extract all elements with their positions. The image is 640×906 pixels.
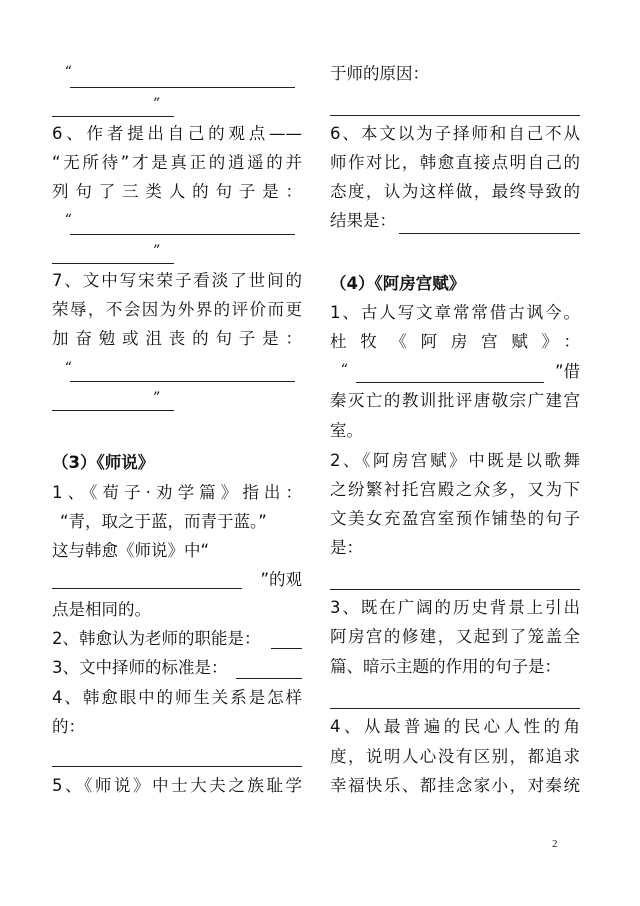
answer-blank[interactable] [52, 263, 174, 264]
section-4-q4-line: 幸福快乐、都挂念家小，对秦统 [330, 776, 580, 795]
section-3-q4-line: 4、韩愈眼中的师生关系是怎样 [52, 688, 302, 707]
answer-blank[interactable] [70, 381, 295, 382]
answer-blank[interactable] [52, 588, 242, 589]
answer-blank[interactable] [52, 410, 174, 411]
answer-blank[interactable] [356, 382, 544, 383]
open-quote: “ [340, 362, 348, 378]
section-4-q1-cont: 秦灭亡的教训批评唐敬宗广建宫 [330, 391, 580, 410]
open-quote: “ [64, 360, 72, 376]
q6-line: 师作对比，韩愈直接点明自己的 [330, 153, 580, 172]
section-3-q1-after-blank: ”的观 [260, 570, 302, 589]
section-3-q5: 5、《师说》中士大夫之族耻学 [52, 776, 302, 795]
answer-blank[interactable] [271, 648, 302, 649]
answer-blank[interactable] [52, 766, 302, 767]
section-4-q4-line: 度，说明人心没有区别，都追求 [330, 747, 580, 766]
section-4-q2-line: 之纷繁衬托宫殿之众多，又为下 [330, 480, 580, 499]
section-3-q2: 2、韩愈认为老师的职能是： [52, 629, 261, 648]
section-4-q1-after-blank: ”借 [554, 362, 580, 381]
answer-blank[interactable] [52, 116, 174, 117]
question-6-line: 6、作者提出自己的观点—— [52, 124, 302, 143]
question-7-line: 荣辱，不会因为外界的评价而更 [52, 300, 302, 319]
section-4-heading: （4）《阿房宫赋》 [330, 274, 466, 293]
section-3-q1-end: 点是相同的。 [52, 600, 151, 619]
section-4-q4-line: 4、从最普遍的民心人性的角 [330, 717, 580, 736]
section-3-q1-line: 这与韩愈《师说》中“ [52, 541, 210, 560]
question-7-line: 7、文中写宋荣子看淡了世间的 [52, 271, 302, 290]
answer-blank[interactable] [70, 87, 295, 88]
section-4-q1-cont: 室。 [330, 421, 363, 440]
q6-line: 6、本文以为子择师和自己不从 [330, 124, 580, 143]
section-4-q1-line: 杜牧《阿房宫赋》： [330, 332, 580, 351]
answer-blank[interactable] [330, 115, 580, 116]
section-3-heading: （3）《师说》 [52, 453, 155, 472]
page-number: 2 [552, 838, 558, 850]
section-3-q3: 3、文中择师的标准是： [52, 658, 228, 677]
section-4-q3-line: 3、既在广阔的历史背景上引出 [330, 598, 580, 617]
answer-blank[interactable] [330, 708, 580, 709]
close-quote: ” [152, 390, 160, 406]
question-7-line: 加奋勉或沮丧的句子是： [52, 329, 302, 348]
section-4-q2-line: 2、《阿房宫赋》中既是以歌舞 [330, 451, 580, 470]
q6-line: 结果是： [330, 211, 396, 230]
section-4-q2-line: 是： [330, 538, 363, 557]
answer-blank[interactable] [236, 678, 302, 679]
section-3-q1-line: “青，取之于蓝，而青于蓝。” [60, 512, 267, 531]
section-4-q2-line: 文美女充盈宫室预作铺垫的句子 [330, 509, 580, 528]
section-4-q3-line: 阿房宫的修建，又起到了笼盖全 [330, 627, 580, 646]
section-4-q3-line: 篇、暗示主题的作用的句子是： [330, 657, 561, 676]
section-4-q1-line: 1、古人写文章常常借古讽今。 [330, 303, 580, 322]
close-quote: ” [152, 96, 160, 112]
answer-blank[interactable] [399, 233, 580, 234]
open-quote: “ [64, 64, 72, 80]
q6-line: 态度，认为这样做，最终导致的 [330, 182, 580, 201]
section-3-q1-line: 1、《荀子·劝学篇》指出： [52, 483, 302, 502]
question-6-line: “无所待”才是真正的逍遥的并 [52, 153, 302, 172]
close-quote: ” [152, 243, 160, 259]
answer-blank[interactable] [330, 589, 580, 590]
q5-continuation: 于师的原因： [330, 64, 429, 83]
answer-blank[interactable] [70, 234, 295, 235]
open-quote: “ [64, 212, 72, 228]
section-3-q4-line: 的： [52, 717, 85, 736]
question-6-line: 列句了三类人的句子是： [52, 182, 302, 201]
